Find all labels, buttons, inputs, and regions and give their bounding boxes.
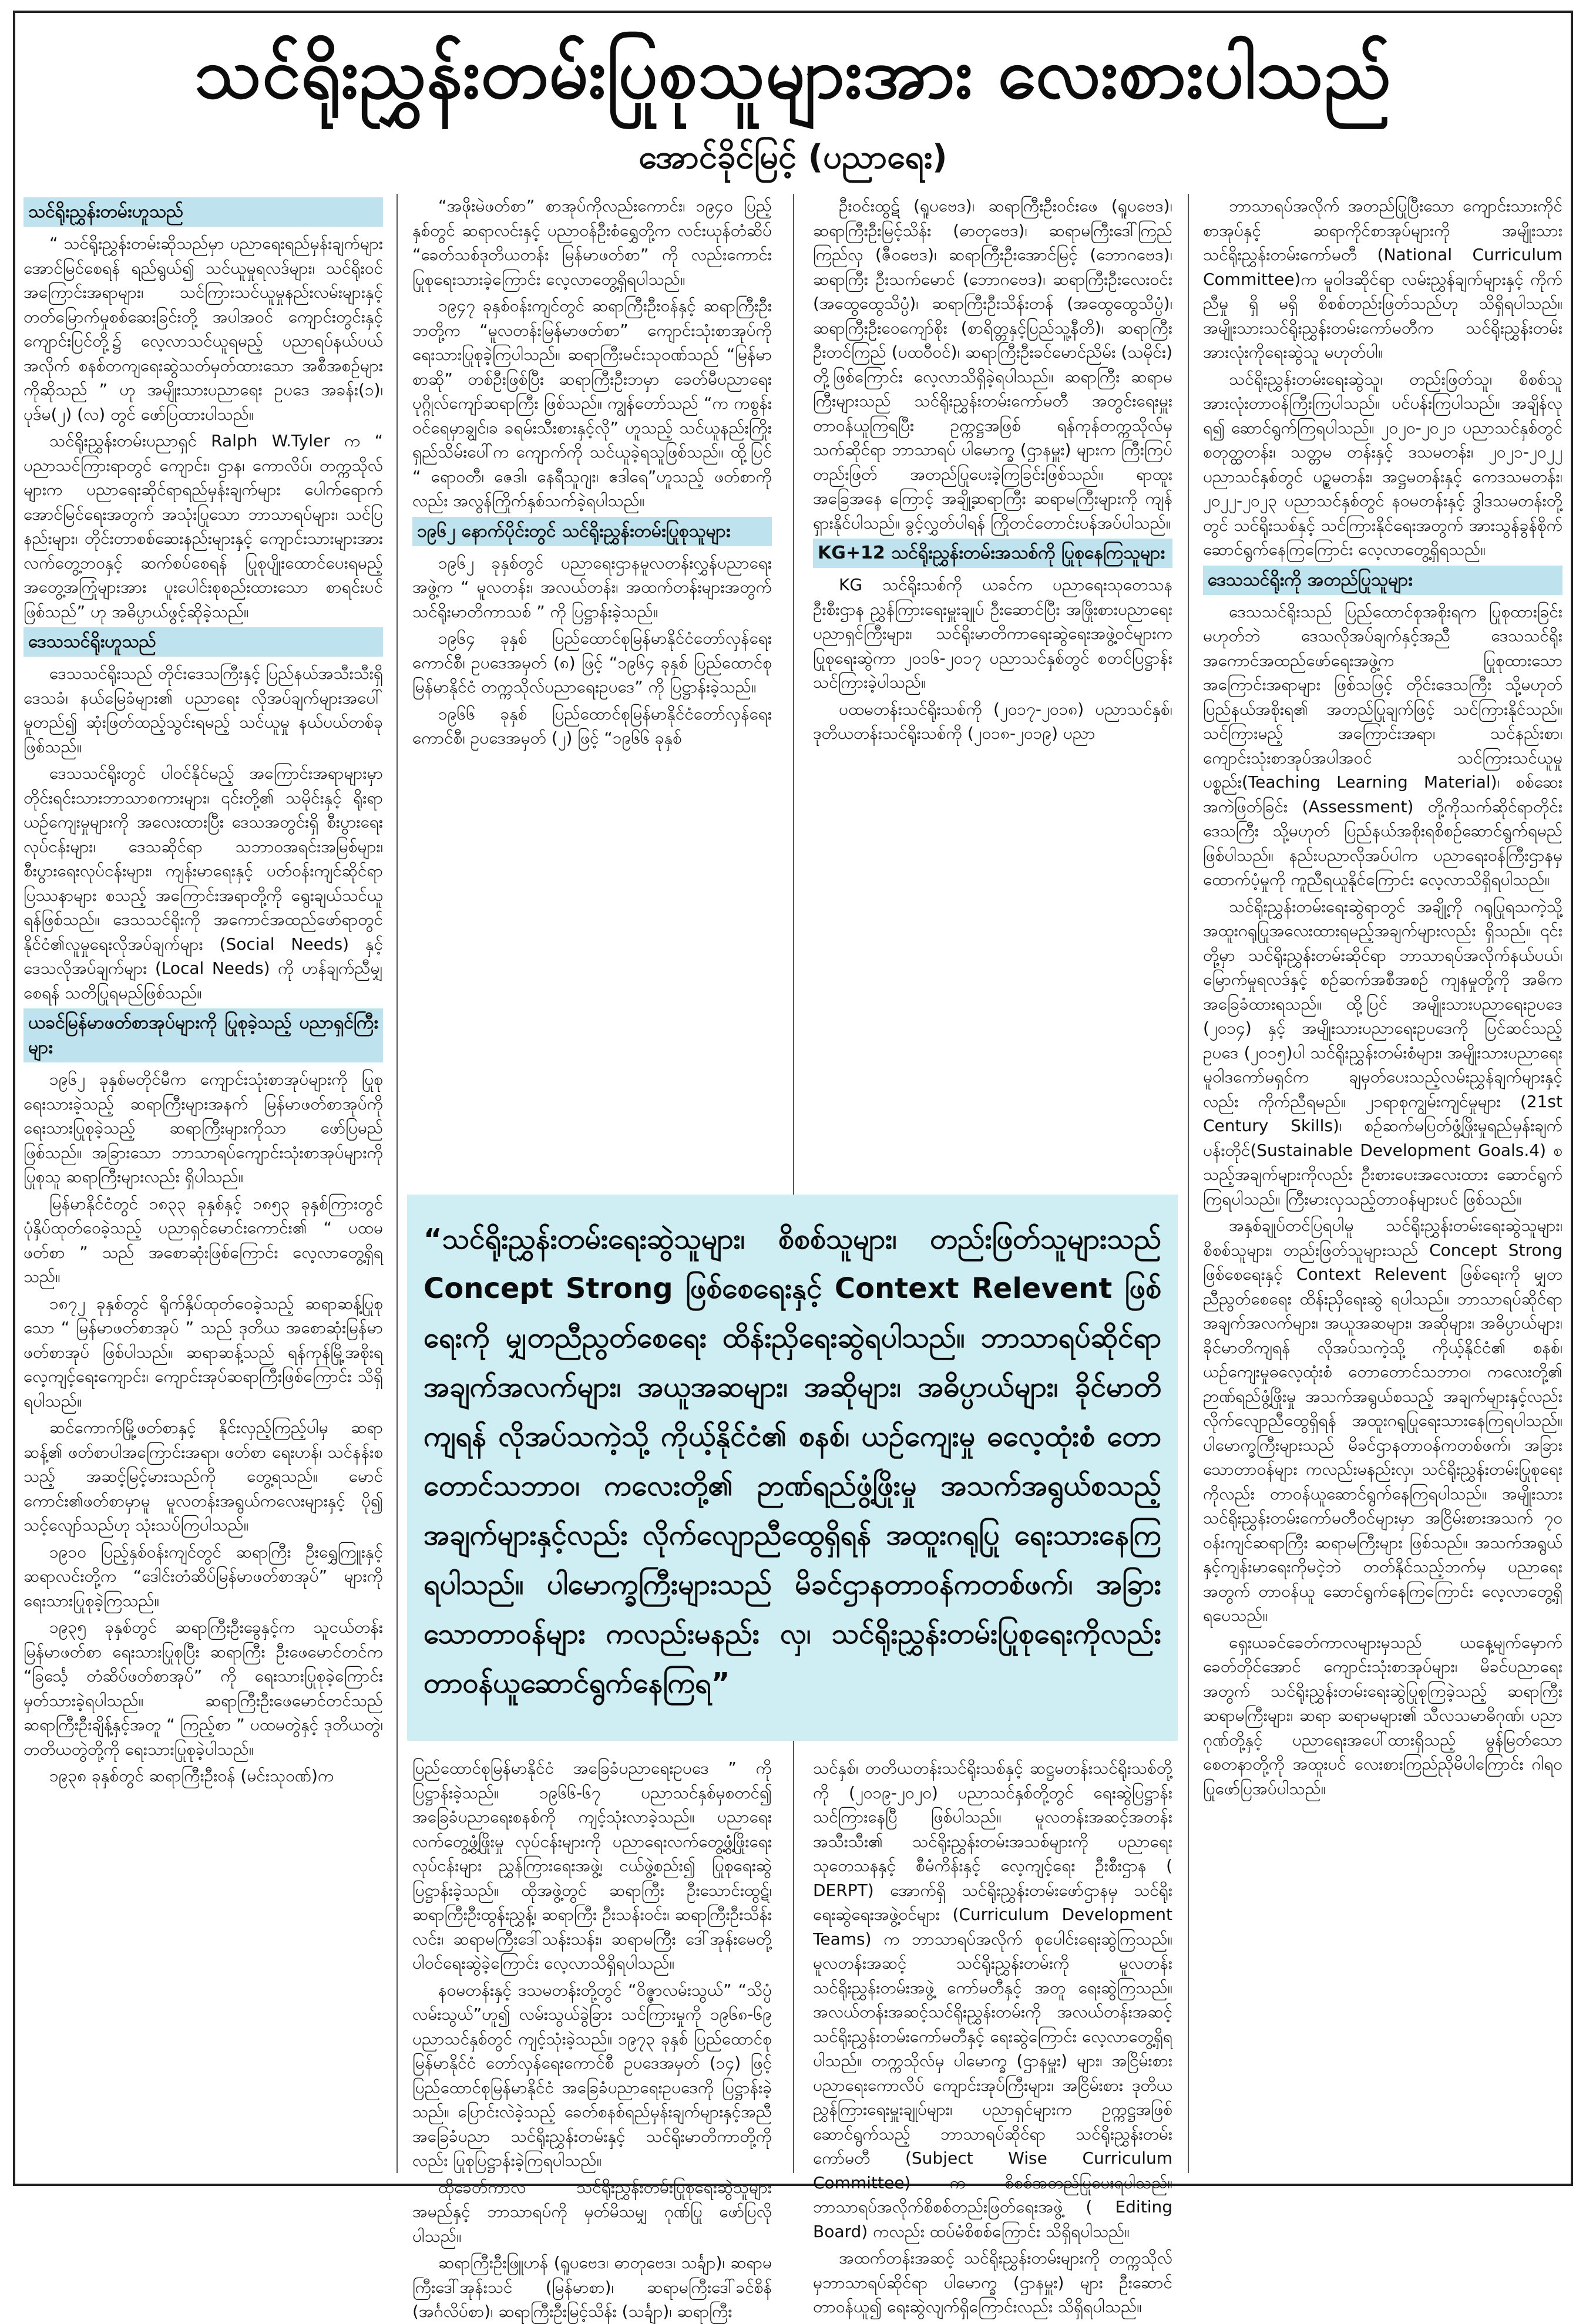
paragraph: ဒေသသင်ရိုးတွင် ပါဝင်နိုင်မည့် အကြောင်းအရာများမှာ တိုင်းရင်းသားဘာသာစကားများ၊ ၎င်းတို့၏ သမိုင်းနှင့် ရိုးရာယဉ်ကျေးမှုများကို အလေးထားပြီး ဒေသအတွင်းရှိ စီးပွားရေးလုပ်ငန်းများ၊ ဒေသဆိုင်ရာ သဘာဝအရင်းအမြစ်များ၊ စီးပွားရေးလုပ်ငန်းများ၊ ကျန်းမာရေးနှင့် ပတ်ဝန်းကျင်ဆိုင်ရာ ပြဿနာများ စသည့် အကြောင်းအရာတို့ကို ရွေးချယ်သင်ယူရန်ဖြစ်သည်။ ဒေသသင်ရိုးကို အကောင်အထည်ဖော်ရာတွင် နိုင်ငံ၏လူမှုရေးလိုအပ်ချက်များ (Social Needs) နှင့် ဒေသလိုအပ်ချက်များ (Local Needs) ကို ဟန်ချက်ညီမျှစေရန် သတိပြုရမည်ဖြစ်သည်။ (23, 764, 383, 1003)
paragraph: ၁၉၆၆ ခုနှစ် ပြည်ထောင်စုမြန်မာနိုင်ငံတော်လှန်ရေးကောင်စီ၊ ဥပဒေအမှတ် (၂) ဖြင့် “၁၉၆၆ ခုနှစ် (412, 704, 772, 748)
column-1 (23, 194, 383, 2173)
paragraph: အနှစ်ချုပ်တင်ပြရပါမူ သင်ရိုးညွှန်းတမ်းရေးဆွဲသူများ၊ စိစစ်သူများ၊ တည်းဖြတ်သူများသည် Concept Strong ဖြစ်စေရေးနှင့် Context Relevent ဖြစ်ရေးကို မျှတညီညွတ်စေရေး ထိန်းညှိရေးဆွဲ ရပါသည်။ ဘာသာရပ်ဆိုင်ရာအချက်အလက်များ၊ အယူအဆများ၊ အဆိုများ၊ အဓိပ္ပာယ်များ၊ ခိုင်မာတိကျရန် လိုအပ်သကဲ့သို့ ကိုယ့်နိုင်ငံ၏ စနစ်၊ ယဉ်ကျေးမှုဓလေ့ထုံးစံ တောတောင်သဘာဝ၊ ကလေးတို့၏ ဉာဏ်ရည်ဖွံ့ဖြိုးမှု အသက်အရွယ်စသည့် အချက်များနှင့်လည်း လိုက်လျောညီထွေရှိရန် အထူးဂရုပြုရေးသားနေကြရပါသည်။ ပါမောက္ခကြီးများသည် မိခင်ဌာနတာဝန်ကတစ်ဖက်၊ အခြားသောတာဝန်များ ကလည်းမနည်းလှ၊ သင်ရိုးညွှန်းတမ်းပြုစုရေးကိုလည်း တာဝန်ယူဆောင်ရွက်နေကြရပါသည်။ အမျိုးသားသင်ရိုးညွှန်းတမ်းကော်မတီဝင်များမှာ အငြိမ်းစားအသက် ၇၀ ဝန်းကျင်ဆရာကြီး ဆရာမကြီးများ ဖြစ်သည်။ အသက်အရွယ်နှင့်ကျန်းမာရေးကိုမငဲ့ဘဲ တတ်နိုင်သည့်ဘက်မှ ပညာရေးအတွက် တာဝန်ယူ ဆောင်ရွက်နေကြကြောင်း လေ့လာတွေ့ရှိရပေသည်။ (1203, 1216, 1563, 1625)
paragraph: ရှေးယခင်ခေတ်ကာလများမှသည် ယနေ့မျက်မှောက်ခေတ်တိုင်အောင် ကျောင်းသုံးစာအုပ်များ၊ မိခင်ပညာရေးအတွက် သင်ရိုးညွှန်းတမ်းရေးဆွဲပြုစုကြခဲ့သည့် ဆရာကြီး ဆရာမကြီးများ၊ ဆရာ ဆရာမများ၏ သီလသမာဓိဂုဏ်၊ ပညာဂုဏ်တို့နှင့် ပညာရေးအပေါ်ထားရှိသည့် မွန်မြတ်သောစေတနာတို့ကို အထူးပင် လေးစားကြည်ညိုမိပါကြောင်း ဂါရဝပြုဖော်ပြအပ်ပါသည်။ (1203, 1632, 1563, 1798)
paragraph: ၁၉၁၀ ပြည့်နှစ်ဝန်းကျင်တွင် ဆရာကြီး ဦးရွှေကြူးနှင့် ဆရာလင်းတို့က “ဒေါင်းတံဆိပ်မြန်မာဖတ်စာအုပ်” များကို ရေးသားပြုစုခဲ့ကြသည်။ (23, 1542, 383, 1610)
paragraph: ဒေသသင်ရိုးသည် ပြည်ထောင်စုအစိုးရက ပြုစုထားခြင်းမဟုတ်ဘဲ ဒေသလိုအပ်ချက်နှင့်အညီ ဒေသသင်ရိုး အကောင်အထည်ဖော်ရေးအဖွဲ့က ပြုစုထားသော အကြောင်းအရာများ ဖြစ်သဖြင့် တိုင်းဒေသကြီး သို့မဟုတ် ပြည်နယ်အစိုးရ၏ အတည်ပြုချက်ဖြင့် သင်ကြားနိုင်သည်။ သင်ကြားမည့် အကြောင်းအရာ၊ သင်နည်းစာ၊ ကျောင်းသုံးစာအုပ်အပါအဝင် သင်ကြားသင်ယူမှုပစ္စည်း(Teaching Learning Material)၊ စစ်ဆေးအကဲဖြတ်ခြင်း (Assessment) တို့ကိုသက်ဆိုင်ရာတိုင်းဒေသကြီး သို့မဟုတ် ပြည်နယ်အစိုးရစိစဉ်ဆောင်ရွက်ရမည်ဖြစ်ပါသည်။ နည်းပညာလိုအပ်ပါက ပညာရေးဝန်ကြီးဌာနမှ ထောက်ပံ့မှုကို ကူညီရယူနိုင်ကြောင်း လေ့လာသိရှိရပါသည်။ (1203, 601, 1563, 889)
paragraph: ၁၉၆၂ ခုနှစ်မတိုင်မီက ကျောင်းသုံးစာအုပ်များကို ပြုစုရေးသားခဲ့သည့် ဆရာကြီးများအနက် မြန်မာဖတ်စာအုပ်ကို ရေးသားပြုစုခဲ့သည့် ဆရာကြီးများကိုသာ ဖော်ပြမည်ဖြစ်သည်။ အခြားသော ဘာသာရပ်ကျောင်းသုံးစာအုပ်များကို ပြုစုသူ ဆရာကြီးများလည်း ရှိပါသည်။ (23, 1069, 383, 1186)
paragraph: ၁၉၆၄ ခုနှစ် ပြည်ထောင်စုမြန်မာနိုင်ငံတော်လှန်ရေးကောင်စီ၊ ဥပဒေအမှတ် (၈) ဖြင့် “၁၉၆၄ ခုနှစ် ပြည်ထောင်စုမြန်မာနိုင်ငံ တက္ကသိုလ်ပညာရေးဥပဒေ” ကို ပြဋ္ဌာန်းခဲ့သည်။ (412, 628, 772, 697)
paragraph: ပထမတန်းသင်ရိုးသစ်ကို (၂၀၁၇-၂၀၁၈) ပညာသင်နှစ်၊ ဒုတိယတန်းသင်ရိုးသစ်ကို (၂၀၁၈-၂၀၁၉) ပညာ (813, 699, 1172, 743)
section-heading: ယခင်မြန်မာဖတ်စာအုပ်များကို ပြုစုခဲ့သည့် ပညာရှင်ကြီးများ (23, 1008, 383, 1062)
paragraph: ဆရာကြီးဦးဖြူဟန် (ရူပဗေဒ၊ ဓာတုဗေဒ၊ သင်္ချာ)၊ ဆရာမကြီးဒေါ်အုန်းသင် (မြန်မာစာ)၊ ဆရာမကြီးဒေါ်ခင်စိန် (အင်္ဂလိပ်စာ)၊ ဆရာကြီးဦးမြင့်သိန်း (သင်္ချာ)၊ ဆရာကြီး (412, 2253, 772, 2321)
section-heading: KG+12 သင်ရိုးညွှန်းတမ်းအသစ်ကို ပြုစုနေကြသူများ (813, 539, 1172, 568)
paragraph: ၁၉၆၂ ခုနှစ်တွင် ပညာရေးဌာနမူလတန်းလွှန်ပညာရေးအဖွဲ့က “ မူလတန်း၊ အလယ်တန်း၊ အထက်တန်းများအတွက် သင်ရိုးမာတိကာသစ် ” ကို ပြဋ္ဌာန်းခဲ့သည်။ (412, 553, 772, 621)
section-heading: ဒေသသင်ရိုးဟူသည် (23, 627, 383, 657)
paragraph: သင်ရိုးညွှန်းတမ်းရေးဆွဲသူ၊ တည်းဖြတ်သူ၊ စိစစ်သူအားလုံးတာဝန်ကြီးကြပါသည်။ ပင်ပန်းကြပါသည်။ အချိန်လုရ၍ ဆောင်ရွက်ကြရပါသည်။ ၂၀၂၀-၂၀၂၁ ပညာသင်နှစ်တွင် စတုတ္ထတန်း၊ သတ္တမ တန်းနှင့် ဒသမတန်း၊ ၂၀၂၁-၂၀၂၂ ပညာသင်နှစ်တွင် ပဉ္စမတန်း၊ အဋ္ဌမတန်းနှင့် ကေဒသမတန်း၊ ၂၀၂၂-၂၀၂၃ ပညာသင်နှစ်တွင် နဝမတန်းနှင့် ဒွါဒသမတန်းတို့တွင် သင်ရိုးသစ်နှင့် သင်ကြားနိုင်ရေးအတွက် အားသွန်ခွန်စိုက်ဆောင်ရွက်နေကြကြောင်း လေ့လာတွေ့ရှိရသည်။ (1203, 369, 1563, 559)
column-2 (412, 194, 772, 1186)
paragraph: မြန်မာနိုင်ငံတွင် ၁၈၃၃ ခုနှစ်နှင့် ၁၈၅၃ ခုနှစ်ကြားတွင် ပုံနှိပ်ထုတ်ဝေခဲ့သည့် ပညာရှင်မောင်းကောင်း၏ “ ပထမဖတ်စာ ” သည် အစောဆုံးဖြစ်ကြောင်း လေ့လာတွေ့ရှိရ သည်။ (23, 1193, 383, 1286)
paragraph: ၁၉၃၅ ခုနှစ်တွင် ဆရာကြီးဦးခွေနှင့်က သူငယ်တန်း မြန်မာဖတ်စာ ရေးသားပြုစုပြီး ဆရာကြီး ဦးဖေမောင်တင်က “ခြင်္သေ့ တံဆိပ်ဖတ်စာအုပ်” ကို ရေးသားပြုစုခဲ့ကြောင်း မှတ်သားခဲ့ရပါသည်။ ဆရာကြီးဦးဖေမောင်တင်သည် ဆရာကြီးဦးချိန့်နှင့်အတူ “ ကြည့်စာ ” ပထမတွဲနှင့် ဒုတိယတွဲ၊ တတိယတွဲတို့ကို ရေးသားပြုစုခဲ့ပါသည်။ (23, 1617, 383, 1759)
paragraph: သင်ရိုးညွှန်းတမ်းရေးဆွဲရာတွင် အချို့ကို ဂရုပြုရသကဲ့သို့အထူးဂရုပြုအလေးထားရမည့်အချက်များလည်း ရှိသည်။ ၎င်းတို့မှာ သင်ရိုးညွှန်းတမ်းဆိုင်ရာ ဘာသာရပ်အလိုက်နယ်ပယ်၊ မြောက်မှုရလဒ်နှင့် စဉ်ဆက်အစီအစဉ် ကျနမှုတို့ကို အဓိကအခြေခံထားရသည်။ ထို့ပြင် အမျိုးသားပညာရေးဥပဒေ (၂၀၁၄) နှင့် အမျိုးသားပညာရေးဥပဒေကို ပြင်ဆင်သည့်ဥပဒေ (၂၀၁၅)ပါ သင်ရိုးညွှန်းတမ်းစံများ၊ အမျိုးသားပညာရေးမူဝါဒကော်မရှင်က ချမှတ်ပေးသည့်လမ်းညွှန်ချက်များနှင့်လည်း ကိုက်ညီရမည်။ ၂၁ရာစုကျွမ်းကျင်မှုများ (21st Century Skills)၊ စဉ်ဆက်မပြတ်ဖွံ့ဖြိုးမှုရည်မှန်းချက် ပန်းတိုင်(Sustainable Development Goals.4) စသည့်အချက်များကိုလည်း ဦးစားပေးအလေးထား ဆောင်ရွက်ကြရပါသည်။ ကြီးမားလှသည့်တာဝန်များပင် ဖြစ်သည်။ (1203, 896, 1563, 1209)
paragraph: “အဖိုးမဲဖတ်စာ” စာအုပ်ကိုလည်းကောင်း၊ ၁၉၄၀ ပြည့်နှစ်တွင် ဆရာလင်းနှင့် ပညာဝန်ဦးစံရွှေတို့က လင်းယုန်တံဆိပ် “ခေတ်သစ်ဒုတိယတန်း မြန်မာဖတ်စာ” ကို လည်းကောင်း ပြုစုရေးသားခဲ့ကြောင်း လေ့လာတွေ့ရှိရပါသည်။ (412, 196, 772, 289)
paragraph: ဒေသသင်ရိုးသည် တိုင်းဒေသကြီးနှင့် ပြည်နယ်အသီးသီးရှိ ဒေသခံ၊ နယ်မြေခံများ၏ ပညာရေး လိုအပ်ချက်များအပေါ် မူတည်၍ ဆုံးဖြတ်ထည့်သွင်းရမည့် သင်ယူမှု နယ်ပယ်တစ်ခုဖြစ်သည်။ (23, 664, 383, 756)
paragraph: သင်နှစ်၊ တတိယတန်းသင်ရိုးသစ်နှင့် ဆဋ္ဌမတန်းသင်ရိုးသစ်တို့ကို (၂၀၁၉-၂၀၂၀) ပညာသင်နှစ်တို့တွင် ရေးဆွဲပြဋ္ဌာန်းသင်ကြားနေပြီ ဖြစ်ပါသည်။ မူလတန်းအဆင့်အတန်း အသီးသီး၏ သင်ရိုးညွှန်းတမ်းအသစ်များကို ပညာရေး သုတေသနနှင့် စီမံကိန်းနှင့် လေ့ကျင့်ရေး ဦးစီးဌာန ( DERPT) အောက်ရှိ သင်ရိုးညွှန်းတမ်းဖော်ဌာနမှ သင်ရိုးရေးဆွဲရေးအဖွဲ့ဝင်များ (Curriculum Development Teams) က ဘာသာရပ်အလိုက် စုပေါင်းရေးဆွဲကြသည်။ မူလတန်းအဆင့် သင်ရိုးညွှန်းတမ်းကို မူလတန်းသင်ရိုးညွှန်းတမ်းအဖွဲ့ ကော်မတီနှင့် အတူ ရေးဆွဲကြသည်။ အလယ်တန်းအဆင့်သင်ရိုးညွှန်းတမ်းကို အလယ်တန်းအဆင့် သင်ရိုးညွှန်းတမ်းကော်မတီနှင့် ရေးဆွဲကြောင်း လေ့လာတွေ့ရှိရပါသည်။ တက္ကသိုလ်မှ ပါမောက္ခ (ဌာနမှူး) များ၊ အငြိမ်းစား ပညာရေးကောလိပ် ကျောင်းအုပ်ကြီးများ၊ အငြိမ်းစား ဒုတိယညွှန်ကြားရေးမှူးချုပ်များ၊ ပညာရှင်များက ဥက္ကဋ္ဌအဖြစ် ဆောင်ရွက်သည့် ဘာသာရပ်ဆိုင်ရာ သင်ရိုးညွှန်းတမ်းကော်မတီ (Subject Wise Curriculum Committee) က စိစစ်အတည်ပြုပေးရပါသည်။ ဘာသာရပ်အလိုက်စိစစ်တည်းဖြတ်ရေးအဖွဲ့ ( Editing Board) ကလည်း ထပ်မံစိစစ်ကြောင်း သိရှိရပါသည်။ (813, 1758, 1172, 2241)
paragraph: ဦးဝင်းထွဋ် (ရူပဗေဒ)၊ ဆရာကြီးဦးဝင်းဖေ (ရူပဗေဒ)၊ ဆရာကြီးဦးမြင့်သိန်း (ဓာတုဗေဒ)၊ ဆရာမကြီးဒေါ်ကြည်ကြည်လှ (ဇီဝဗေဒ)၊ ဆရာကြီးဦးအောင်မြင့် (ဘောဂဗေဒ)၊ ဆရာကြီး ဦးသက်မောင် (ဘောဂဗေဒ)၊ ဆရာကြီးဦးလေးဝင်း (အထွေထွေသိပ္ပံ)၊ ဆရာကြီးဦးသိန်းတန် (အထွေထွေသိပ္ပံ)၊ ဆရာကြီးဦးဝေကျော်စိုး (စာရိတ္တနှင့်ပြည်သူ့နီတိ)၊ ဆရာကြီးဦးတင်ကြည် (ပထဝီဝင်)၊ ဆရာကြီးဦးခင်မောင်ညိမ်း (သမိုင်း) တို့ဖြစ်ကြောင်း လေ့လာသိရှိခဲ့ရပါသည်။ ဆရာကြီး ဆရာမကြီးများသည် သင်ရိုးညွှန်းတမ်းကော်မတီ အတွင်းရေးမှူး တာဝန်ယူကြရပြီး ဥက္ကဋ္ဌအဖြစ် ရန်ကုန်တက္ကသိုလ်မှသက်ဆိုင်ရာ ဘာသာရပ် ပါမောက္ခ (ဌာနမှူး) များက ကြီးကြပ်တည်းဖြတ် အတည်ပြုပေးခဲ့ကြခြင်းဖြစ်သည်။ ရာထူးအခြေအနေ ကြောင့် အချို့ဆရာကြီး ဆရာမကြီးများကို ကျန်ရှားနိုင်ပါသည်။ ခွင့်လွှတ်ပါရန် ကြိုတင်တောင်းပန်အပ်ပါသည်။ (813, 196, 1172, 533)
section-heading: သင်ရိုးညွှန်းတမ်းဟူသည် (23, 197, 383, 227)
paragraph: “ သင်ရိုးညွှန်းတမ်းဆိုသည်မှာ ပညာရေးရည်မှန်းချက်များ အောင်မြင်စေရန် ရည်ရွယ်၍ သင်ယူမှုရလဒ်များ၊ သင်ရိုးဝင်အကြောင်းအရာများ၊ သင်ကြားသင်ယူမှုနည်းလမ်းများနှင့် တတ်မြောက်မှုစစ်ဆေးခြင်းတို့ အပါအဝင် ကျောင်းတွင်းနှင့် ကျောင်းပြင်တို့၌ လေ့လာသင်ယူရမည့် ပညာရပ်နယ်ပယ်အလိုက် စနစ်တကျရေးဆွဲသတ်မှတ်ထားသော အစီအစဉ်များကိုဆိုသည် ” ဟု အမျိုးသားပညာရေး ဥပဒေ အခန်း(၁)၊ ပုဒ်မ(၂) (လ) တွင် ဖော်ပြထားပါသည်။ (23, 234, 383, 424)
column-2-continued (412, 1756, 772, 2321)
column-4 (1203, 194, 1563, 2173)
paragraph: အထက်တန်းအဆင့် သင်ရိုးညွှန်းတမ်းများကို တက္ကသိုလ်မှဘာသာရပ်ဆိုင်ရာ ပါမောက္ခ (ဌာနမှူး) များ ဦးဆောင် တာဝန်ယူ၍ ရေးဆွဲလျက်ရှိကြောင်းလည်း သိရှိရပါသည်။ (813, 2248, 1172, 2316)
article-columns (23, 194, 1563, 2173)
section-heading: ဒေသသင်ရိုးကို အတည်ပြုသူများ (1203, 566, 1563, 595)
section-heading: ၁၉၆၂ နောက်ပိုင်းတွင် သင်ရိုးညွှန်းတမ်းပြုစုသူများ (412, 517, 772, 546)
pull-quote: “သင်ရိုးညွှန်းတမ်းရေးဆွဲသူများ၊ စိစစ်သူများ၊ တည်းဖြတ်သူများသည် Concept Strong ဖြစ်စေရေးနှင့် Context Relevent ဖြစ်ရေးကို မျှတညီညွတ်စေရေး ထိန်းညှိရေးဆွဲရပါသည်။ ဘာသာရပ်ဆိုင်ရာ အချက်အလက်များ၊ အယူအဆများ၊ အဆိုများ၊ အဓိပ္ပာယ်များ၊ ခိုင်မာတိကျရန် လိုအပ်သကဲ့သို့ ကိုယ့်နိုင်ငံ၏ စနစ်၊ ယဉ်ကျေးမှု ဓလေ့ထုံးစံ တောတောင်သဘာဝ၊ ကလေးတို့၏ ဉာဏ်ရည်ဖွံ့ဖြိုးမှု အသက်အရွယ်စသည့် အချက်များနှင့်လည်း လိုက်လျောညီထွေရှိရန် အထူးဂရုပြု ရေးသားနေကြရပါသည်။ ပါမောက္ခကြီးများသည် မိခင်ဌာနတာဝန်ကတစ်ဖက်၊ အခြားသောတာဝန်များ ကလည်းမနည်း လှ၊ သင်ရိုးညွှန်းတမ်းပြုစုရေးကိုလည်း တာဝန်ယူဆောင်ရွက်နေကြရ” (407, 1195, 1178, 1741)
paragraph: ပြည်ထောင်စုမြန်မာနိုင်ငံ အခြေခံပညာရေးဥပဒေ ” ကို ပြဋ္ဌာန်းခဲ့သည်။ ၁၉၆၆-၆၇ ပညာသင်နှစ်မှစတင်၍ အခြေခံပညာရေးစနစ်ကို ကျင့်သုံးလာခဲ့သည်။ ပညာရေးလက်တွေ့ဖွံ့ဖြိုးမှု လုပ်ငန်းများကို ပညာရေးလက်တွေ့ဖွံ့ဖြိုးရေးလုပ်ငန်းများ ညွှန်ကြားရေးအဖွဲ့၊ ငယ်ဖွဲ့စည်း၍ ပြုစုရေးဆွဲပြဋ္ဌာန်းခဲ့သည်။ ထိုအဖွဲ့တွင် ဆရာကြီး ဦးသောင်းထွဋ်၊ ဆရာကြီးဦးထွန်းညွှန့်၊ ဆရာကြီး ဦးသန်းဝင်း၊ ဆရာကြီးဦးသိန်းလင်း၊ ဆရာမကြီးဒေါ်သန်းသန်း၊ ဆရာမကြီး ဒေါ်အုန်းမေတို့ ပါဝင်ရေးဆွဲခဲ့ကြောင်း လေ့လာသိရှိရပါသည်။ (412, 1758, 772, 1973)
paragraph: KG သင်ရိုးသစ်ကို ယခင်က ပညာရေးသုတေသနဦးစီးဌာန ညွှန်ကြားရေးမှူးချုပ် ဦးဆောင်ပြီး အဖြိုးစားပညာရေး ပညာရှင်ကြီးများ၊ သင်ရိုးမာတိကာရေးဆွဲရေးအဖွဲ့ဝင်များက ပြုစုရေးဆွဲကာ ၂၀၁၆-၂၀၁၇ ပညာသင်နှစ်တွင် စတင်ပြဋ္ဌာန်းသင်ကြားခဲ့ပါသည်။ (813, 575, 1172, 692)
paragraph: နဝမတန်းနှင့် ဒသမတန်းတို့တွင် “ဝိဇ္ဇာလမ်းသွယ်” “သိပ္ပံလမ်းသွယ်”ဟူ၍ လမ်းသွယ်ခွဲခြား သင်ကြားမှုကို ၁၉၆၈-၆၉ ပညာသင်နှစ်တွင် ကျင့်သုံးခဲ့သည်။ ၁၉၇၃ ခုနှစ် ပြည်ထောင်စုမြန်မာနိုင်ငံ တော်လှန်ရေးကောင်စီ ဥပဒေအမှတ် (၁၄) ဖြင့် ပြည်ထောင်စုမြန်မာနိုင်ငံ အခြေခံပညာရေးဥပဒေကို ပြဋ္ဌာန်းခဲ့သည်။ ပြောင်းလဲခဲ့သည့် ခေတ်စနစ်ရည်မှန်းချက်များနှင့်အညီ အခြေခံပညာ သင်ရိုးညွှန်းတမ်းနှင့် သင်ရိုးမာတိကာတို့ကိုလည်း ပြုစုပြဋ္ဌာန်းခဲ့ကြရပါသည်။ (412, 1980, 772, 2170)
paragraph: ဆင်ကောက်မြို့ဖတ်စာနှင့် နိုင်းလှည့်ကြည့်ပါမှ ဆရာဆန့်၏ ဖတ်စာပါအကြောင်းအရာ၊ ဖတ်စာ ရေးဟန်၊ သင်နန်းစသည့် အဆင့်မြင့်မားသည်ကို တွေ့ရသည်။ မောင်ကောင်း၏ဖတ်စာမှာမူ မူလတန်းအရွယ်ကလေးများနှင့် ပို၍ သင့်လျော်သည်ဟု သုံးသပ်ကြပါသည်။ (23, 1418, 383, 1535)
paragraph: သင်ရိုးညွှန်းတမ်းပညာရှင် Ralph W.Tyler က “ ပညာသင်ကြားရာတွင် ကျောင်း၊ ဌာန၊ ကောလိပ်၊ တက္ကသိုလ်များက ပညာရေးဆိုင်ရာရည်မှန်းချက်များ ပေါက်ရောက်အောင်မြင်ရေးအတွက် အသုံးပြုသော ဘာသာရပ်များ၊ သင်ပြနည်းများ၊ တိုင်းတာစစ်ဆေးနည်းများနှင့် ကျောင်းသားများအား လက်တွေ့ဘဝနှင့် ဆက်စပ်စေရန် ပြုစုပျိုးထောင်ပေးရမည့် အတွေ့အကြုံများအား ပူးပေါင်းစုစည်းထားသော စာရင်းပင် ဖြစ်သည်” ဟု အဓိပ္ပာယ်ဖွင့်ဆိုခဲ့သည်။ (23, 431, 383, 621)
paragraph: ၁၉၃၈ ခုနှစ်တွင် ဆရာကြီးဦးဝန် (မင်းသုဝဏ်)က (49, 1766, 334, 1785)
paragraph: ဘာသာရပ်အလိုက် အတည်ပြုပြီးသော ကျောင်းသားကိုင်စာအုပ်နှင့် ဆရာကိုင်စာအုပ်များကို အမျိုးသားသင်ရိုးညွှန်းတမ်းကော်မတီ (National Curriculum Committee)က မူဝါဒဆိုင်ရာ လမ်းညွှန်ချက်များနှင့် ကိုက်ညီမှု ရှိ မရှိ စိစစ်တည်းဖြတ်သည်ဟု သိရှိရပါသည်။ အမျိုးသားသင်ရိုးညွှန်းတမ်းကော်မတီက သင်ရိုးညွှန်းတမ်းအားလုံးကိုရေးဆွဲသူ မဟုတ်ပါ။ (1203, 196, 1563, 362)
headline: သင်ရိုးညွှန်းတမ်းပြုစုသူများအား လေးစားပါသည် (194, 33, 1392, 114)
byline: အောင်ခိုင်မြင့် (ပညာရေး) (639, 138, 947, 176)
paragraph: ၁၈၇၂ ခုနှစ်တွင် ရိုက်နှိပ်ထုတ်ဝေခဲ့သည့် ဆရာဆန့်ပြုစုသော “ မြန်မာဖတ်စာအုပ် ” သည် ဒုတိယ အစောဆုံးမြန်မာဖတ်စာအုပ် ဖြစ်ပါသည်။ ဆရာဆန့်သည် ရန်ကုန်မြို့အစိုးရလေ့ကျင့်ရေးကျောင်း၊ ကျောင်းအုပ်ဆရာကြီးဖြစ်ကြောင်း သိရှိရပါသည်။ (23, 1293, 383, 1411)
paragraph: ၁၉၄၇ ခုနှစ်ဝန်းကျင်တွင် ဆရာကြီးဦးဝန်နှင့် ဆရာကြီးဦးဘတို့က “မူလတန်းမြန်မာဖတ်စာ” ကျောင်းသုံးစာအုပ်ကို ရေးသားပြုစုခဲ့ကြပါသည်။ ဆရာကြီးမင်းသုဝဏ်သည် “မြန်မာစာဆို” တစ်ဦးဖြစ်ပြီး ဆရာကြီးဦးဘမှာ ခေတ်မီပညာရေးပုဂ္ဂိုလ်ကျော်ဆရာကြီး ဖြစ်သည်။ ကျွန်တော်သည် “က ကစွန်းဝင်ရေမှာချွင်၊ခ ခရမ်းသီးစားနှင့်လို” ဟူသည့် သင်ယူနည်းကြိုးရှည်သိမ်းပေါ်က ကျောက်ကို သင်ယူခဲ့ရသူဖြစ်သည်။ ထို့ပြင် “ ရော၀တီ၊ ဇေဒါ၊ နေရီသူဂျး၊ ဧဒါရေ”ဟူသည့် ဖတ်စာကိုလည်း အလွန်ကြိုက်နှစ်သက်ခဲ့ရပါသည်။ (412, 296, 772, 510)
column-3-continued (813, 1756, 1172, 2316)
paragraph: ထိုခေတ်ကာလ သင်ရိုးညွှန်းတမ်းပြုစုရေးဆွဲသူများ အမည်နှင့် ဘာသာရပ်ကို မှတ်မိသမျှ ဂုဏ်ပြု ဖော်ပြလိုပါသည်။ (412, 2177, 772, 2246)
column-3 (813, 194, 1172, 1186)
